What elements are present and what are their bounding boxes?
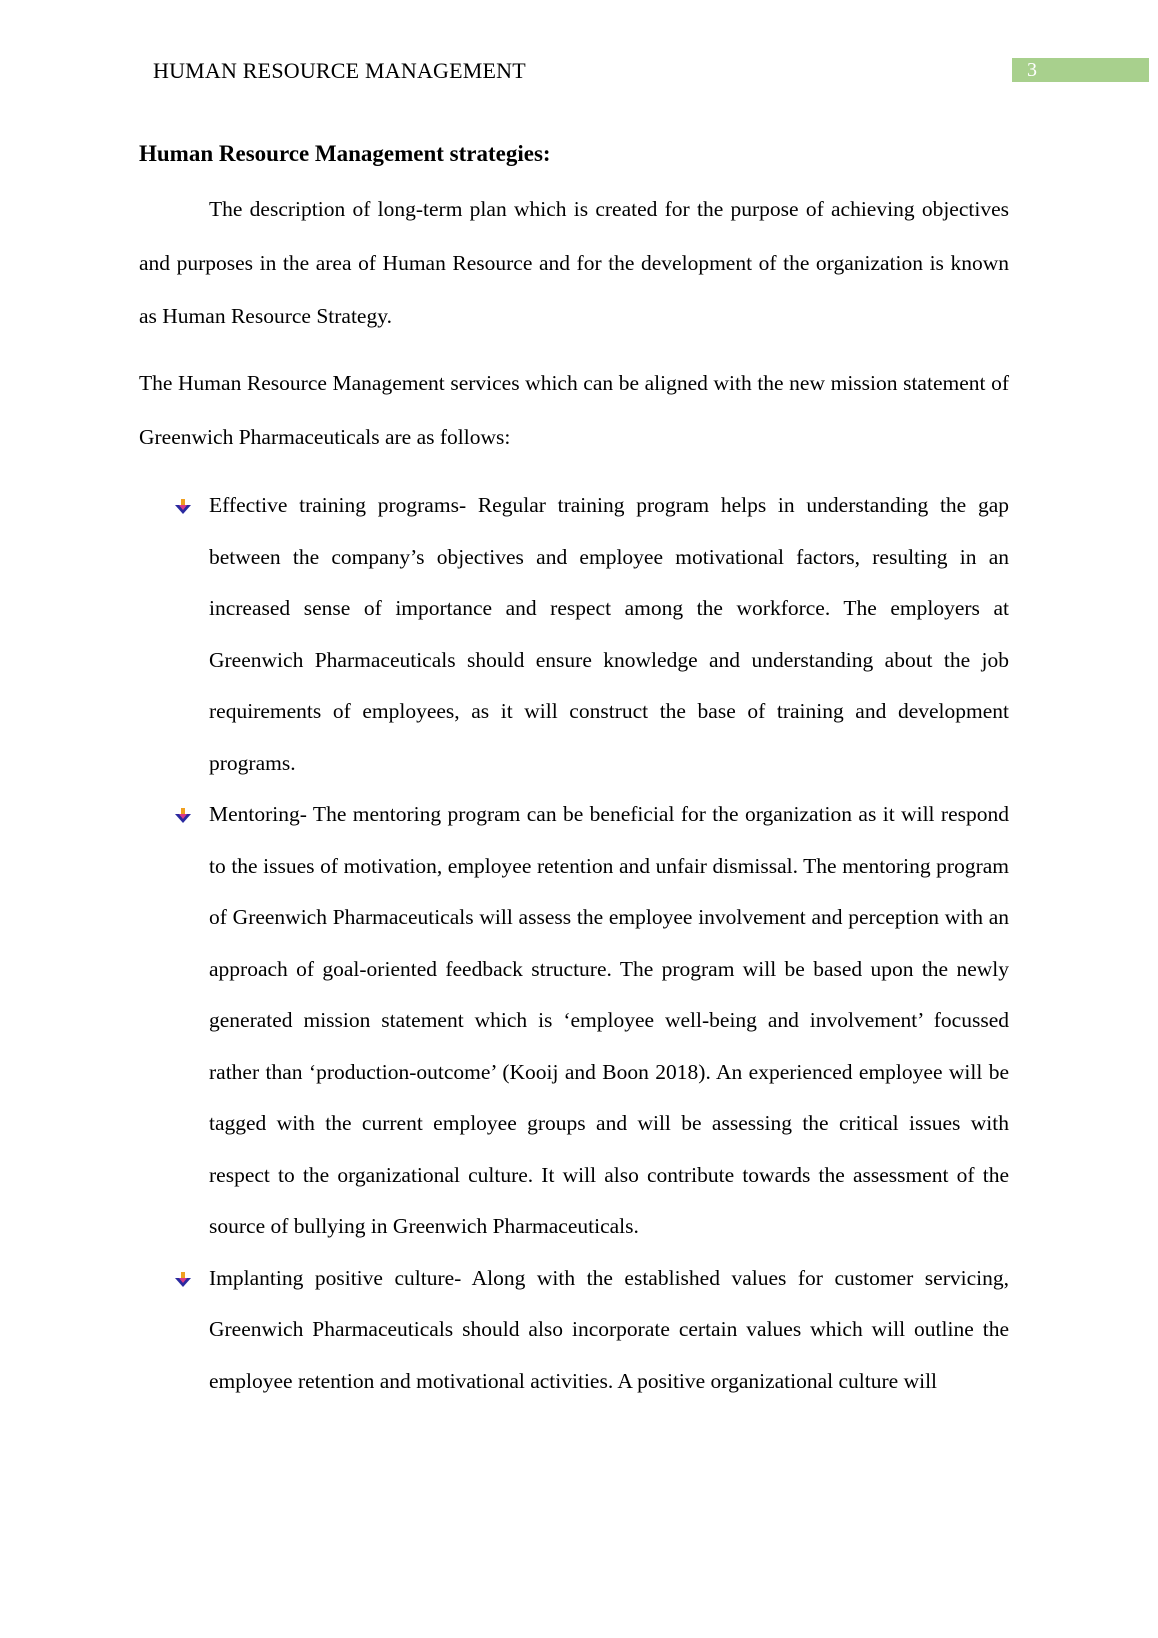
bullet-text: Implanting positive culture- Along with the established values for customer servicing, Greenwich Pharmaceuticals should also incorporate certain values which will outline the employee retention and motivational activities. A positive organizational culture will — [209, 1265, 1009, 1393]
intro-paragraph: The description of long-term plan which is created for the purpose of achieving objectives and purposes in the area of Human Resource and for the development of the organization is known as Human Resource Strategy. — [139, 197, 1009, 328]
arrow-down-bullet-icon — [174, 808, 192, 824]
list-item — [139, 789, 1009, 1253]
bullet-text: Mentoring- The mentoring program can be beneficial for the organization as it will respond to the issues of motivation, employee retention and unfair dismissal. The mentoring program of Greenwich Pharmaceuticals will assess the employee involvement and perception with an approach of goal-oriented feedback structure. The program will be based upon the newly generated mission statement which is ‘employee well-being and involvement’ focussed rather than ‘production-outcome’ (Kooij and Boon 2018). An experienced employee will be tagged with the current employee groups and will be assessing the critical issues with respect to the organizational culture. It will also contribute towards the assessment of the source of bullying in Greenwich Pharmaceuticals. — [209, 802, 1009, 1238]
arrow-down-bullet-icon — [174, 499, 192, 515]
list-item — [139, 480, 1009, 789]
list-item — [139, 1253, 1009, 1408]
section-heading: Human Resource Management strategies: — [139, 141, 551, 166]
arrow-down-bullet-icon — [174, 1272, 192, 1288]
page-number: 3 — [1012, 58, 1149, 82]
services-intro-paragraph: The Human Resource Management services which can be aligned with the new mission statement of Greenwich Pharmaceuticals are as follows: — [139, 371, 1009, 449]
bullet-text: Effective training programs- Regular training program helps in understanding the gap between the company’s objectives and employee motivational factors, resulting in an increased sense of importance and respect among the workforce. The employers at Greenwich Pharmaceuticals should ensure knowledge and understanding about the job requirements of employees, as it will construct the base of training and development programs. — [209, 493, 1009, 775]
strategy-bullet-list — [139, 480, 1009, 1407]
running-header-title: HUMAN RESOURCE MANAGEMENT — [153, 58, 526, 83]
